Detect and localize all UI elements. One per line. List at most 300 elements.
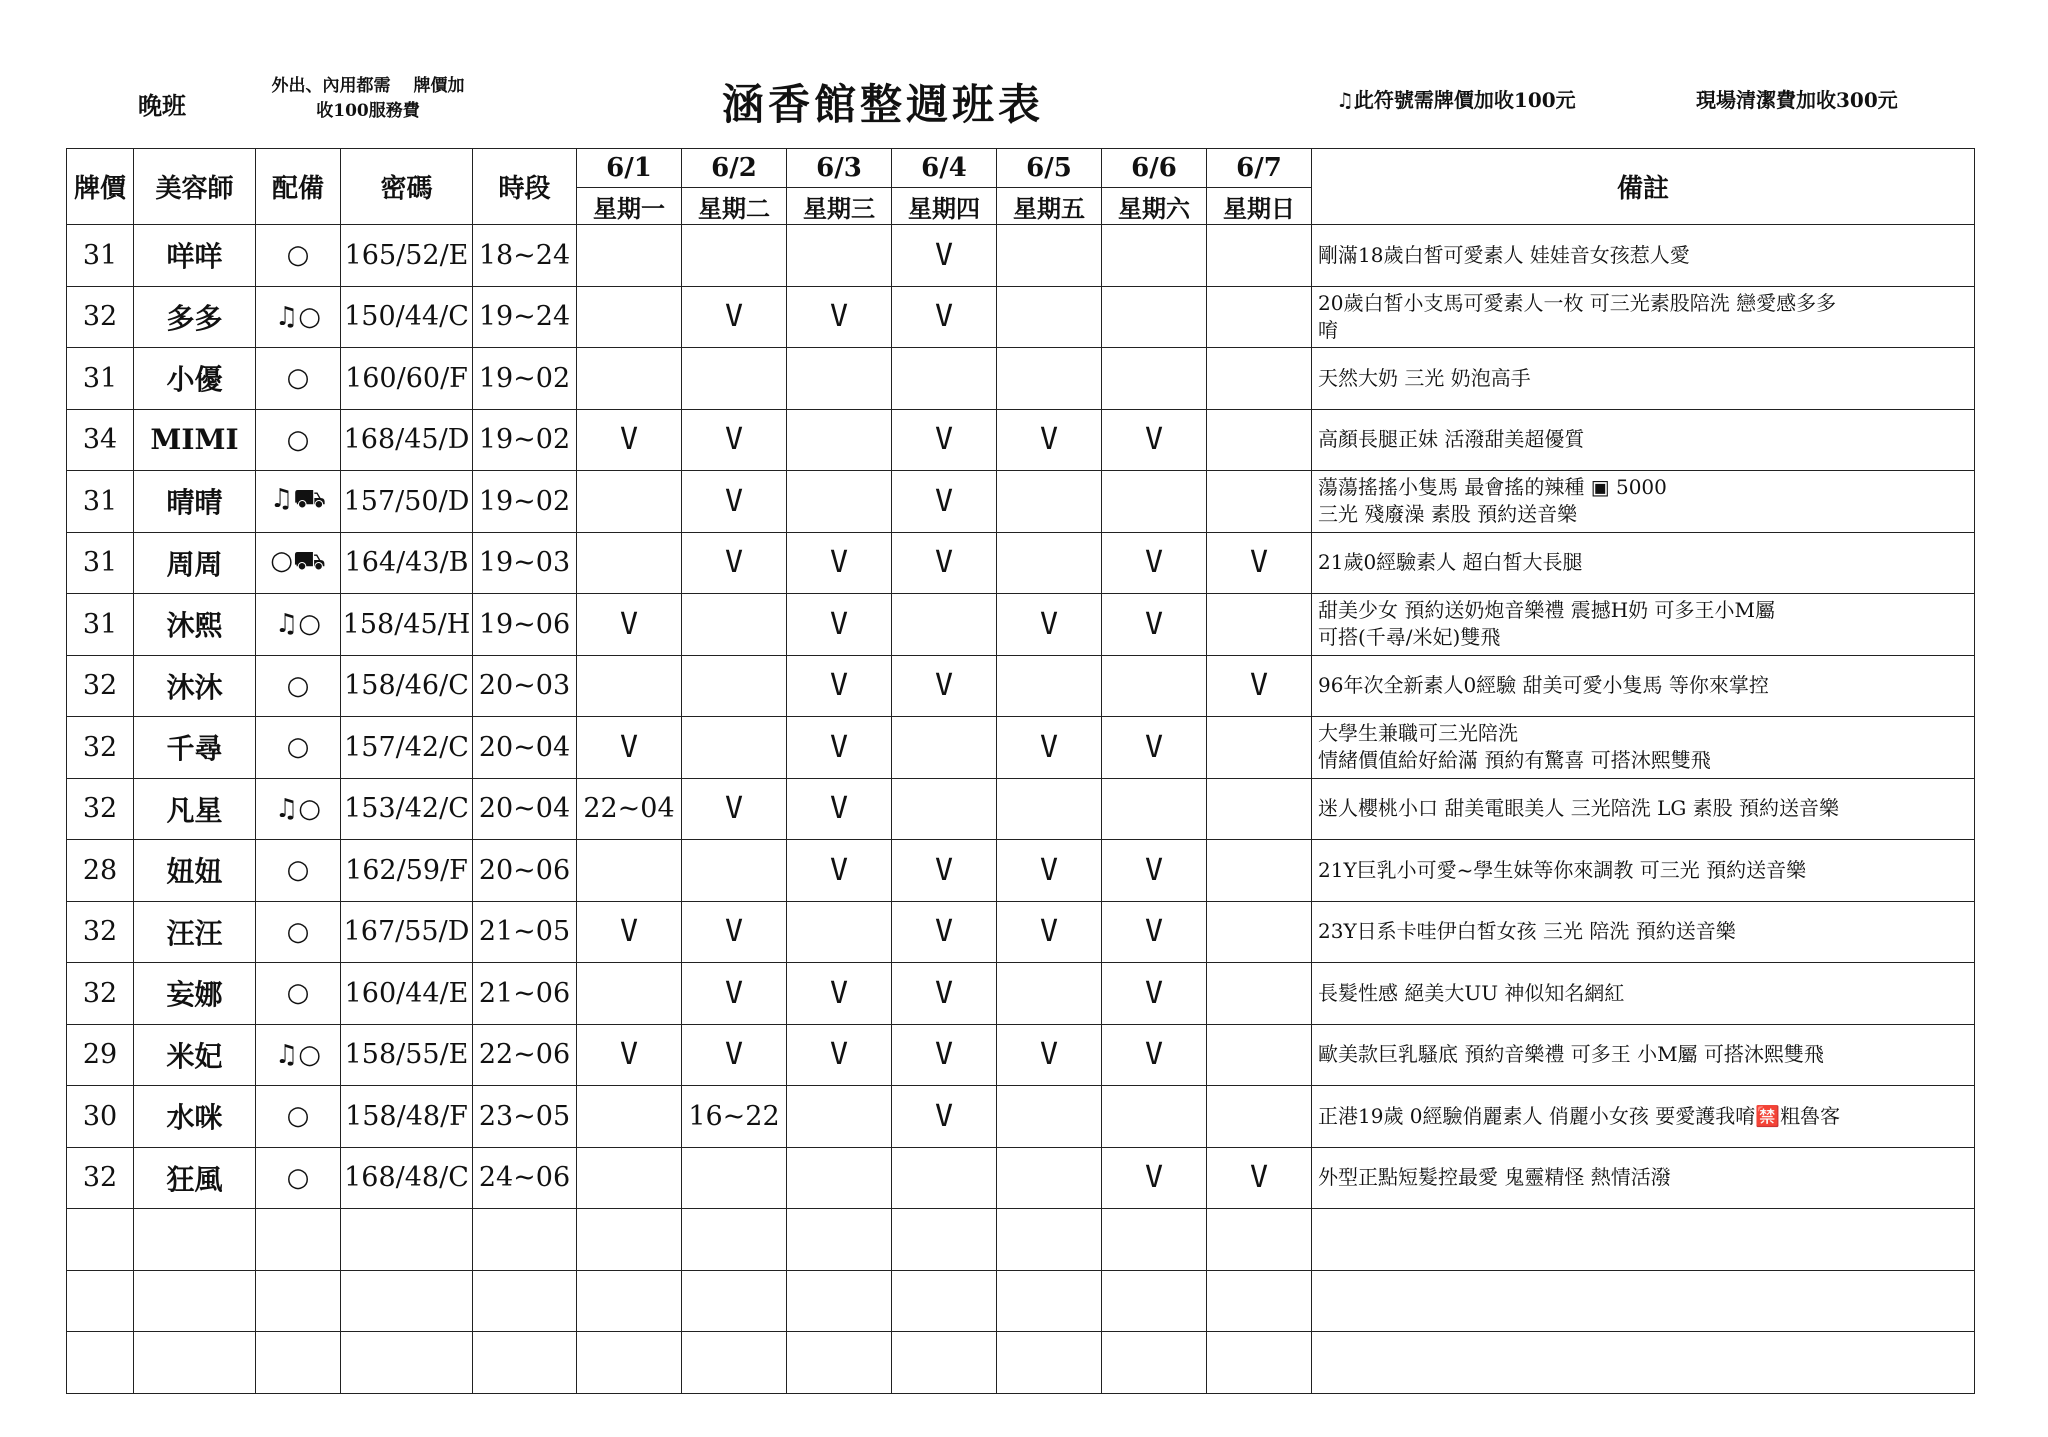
- day-cell: V: [1102, 409, 1207, 471]
- empty-cell: [67, 1270, 134, 1332]
- day-cell: [682, 594, 787, 656]
- empty-row: [67, 1332, 1975, 1394]
- col-header-date: 6/2: [682, 149, 787, 188]
- col-header-weekday: 星期二: [682, 188, 787, 225]
- empty-cell: [892, 1332, 997, 1394]
- empty-cell: [1207, 1332, 1312, 1394]
- day-cell: V: [1102, 717, 1207, 779]
- price-cell: 32: [67, 1147, 134, 1209]
- day-cell: [682, 1147, 787, 1209]
- day-cell: [892, 717, 997, 779]
- day-cell: [1207, 1086, 1312, 1148]
- table-row: [67, 655, 1975, 717]
- day-cell: V: [787, 840, 892, 902]
- day-cell: V: [997, 840, 1102, 902]
- day-cell: [577, 655, 682, 717]
- beautician-name: 妞妞: [134, 840, 256, 902]
- remarks-line: 情緒價值給好給滿 預約有驚喜 可搭沐熙雙飛: [1318, 748, 1711, 773]
- col-header-weekday: 星期日: [1207, 188, 1312, 225]
- equip-cell: ○: [256, 409, 341, 471]
- col-header-date: 6/3: [787, 149, 892, 188]
- day-cell: [787, 348, 892, 410]
- day-cell: [892, 594, 997, 656]
- beautician-name: 米妃: [134, 1024, 256, 1086]
- day-cell: [787, 225, 892, 287]
- empty-cell: [341, 1332, 473, 1394]
- equip-cell: ○⛟: [256, 532, 341, 594]
- day-cell: V: [1102, 901, 1207, 963]
- equip-cell: ○: [256, 963, 341, 1025]
- equip-cell: ○: [256, 225, 341, 287]
- col-header-remarks: 備註: [1312, 149, 1975, 225]
- col-header-weekday: 星期六: [1102, 188, 1207, 225]
- period-cell: 21~05: [473, 901, 577, 963]
- remarks-cell: [1312, 594, 1975, 656]
- day-cell: V: [682, 901, 787, 963]
- table-row: [67, 717, 1975, 779]
- day-cell: V: [1102, 594, 1207, 656]
- period-cell: 19~06: [473, 594, 577, 656]
- empty-cell: [1312, 1332, 1975, 1394]
- day-cell: [577, 348, 682, 410]
- day-cell: [1207, 348, 1312, 410]
- col-header-weekday: 星期一: [577, 188, 682, 225]
- col-header-date: 6/1: [577, 149, 682, 188]
- price-cell: 29: [67, 1024, 134, 1086]
- beautician-name: MIMI: [134, 409, 256, 471]
- empty-cell: [341, 1270, 473, 1332]
- beautician-name: 狂風: [134, 1147, 256, 1209]
- period-cell: 19~02: [473, 409, 577, 471]
- code-cell: 167/55/D: [341, 901, 473, 963]
- weekly-schedule-table: [66, 148, 1975, 1394]
- empty-cell: [787, 1270, 892, 1332]
- schedule-body: [67, 225, 1975, 1394]
- remarks-cell: [1312, 1024, 1975, 1086]
- day-cell: V: [1207, 532, 1312, 594]
- day-cell: V: [1102, 1024, 1207, 1086]
- day-cell: [997, 532, 1102, 594]
- remarks-cell: [1312, 225, 1975, 287]
- remarks-line: 21Y巨乳小可愛~學生妹等你來調教 可三光 預約送音樂: [1318, 857, 1807, 882]
- day-cell: [577, 471, 682, 533]
- col-header-code: 密碼: [341, 149, 473, 225]
- day-cell: V: [787, 532, 892, 594]
- col-header-date: 6/7: [1207, 149, 1312, 188]
- period-cell: 19~24: [473, 286, 577, 348]
- symbol-surcharge-note: ♫此符號需牌價加收100元: [1336, 88, 1576, 112]
- day-cell: V: [1102, 963, 1207, 1025]
- day-cell: [787, 1086, 892, 1148]
- day-cell: [577, 532, 682, 594]
- empty-cell: [473, 1332, 577, 1394]
- equip-cell: ○: [256, 1086, 341, 1148]
- day-cell: V: [787, 1024, 892, 1086]
- equip-cell: ♫○: [256, 778, 341, 840]
- table-row: [67, 348, 1975, 410]
- day-cell: V: [682, 286, 787, 348]
- day-cell: V: [1102, 532, 1207, 594]
- equip-cell: ♫○: [256, 1024, 341, 1086]
- col-header-equip: 配備: [256, 149, 341, 225]
- day-cell: V: [577, 717, 682, 779]
- code-cell: 157/50/D: [341, 471, 473, 533]
- remarks-line: 歐美款巨乳騷底 預約音樂禮 可多王 小M屬 可搭沐熙雙飛: [1318, 1042, 1824, 1067]
- day-cell: V: [997, 594, 1102, 656]
- day-cell: V: [682, 778, 787, 840]
- empty-cell: [577, 1332, 682, 1394]
- day-cell: V: [787, 778, 892, 840]
- empty-cell: [134, 1332, 256, 1394]
- day-cell: 16~22: [682, 1086, 787, 1148]
- period-cell: 23~05: [473, 1086, 577, 1148]
- day-cell: [787, 471, 892, 533]
- day-cell: [997, 286, 1102, 348]
- day-cell: V: [577, 1024, 682, 1086]
- day-cell: V: [892, 225, 997, 287]
- day-cell: V: [892, 840, 997, 902]
- price-cell: 31: [67, 532, 134, 594]
- day-cell: V: [892, 655, 997, 717]
- day-cell: [997, 1086, 1102, 1148]
- day-cell: [577, 225, 682, 287]
- day-cell: [577, 1086, 682, 1148]
- table-row: [67, 532, 1975, 594]
- price-cell: 32: [67, 286, 134, 348]
- remarks-cell: [1312, 286, 1975, 348]
- day-cell: [682, 840, 787, 902]
- price-cell: 34: [67, 409, 134, 471]
- day-cell: V: [892, 532, 997, 594]
- remarks-line: 外型正點短髮控最愛 鬼靈精怪 熱情活潑: [1318, 1165, 1671, 1190]
- price-cell: 32: [67, 778, 134, 840]
- remarks-cell: [1312, 348, 1975, 410]
- col-header-weekday: 星期四: [892, 188, 997, 225]
- equip-cell: ○: [256, 655, 341, 717]
- code-cell: 158/48/F: [341, 1086, 473, 1148]
- remarks-line: 剛滿18歲白皙可愛素人 娃娃音女孩惹人愛: [1318, 242, 1690, 267]
- empty-cell: [67, 1332, 134, 1394]
- day-cell: V: [892, 1086, 997, 1148]
- day-cell: V: [1207, 1147, 1312, 1209]
- day-cell: V: [892, 286, 997, 348]
- day-cell: V: [892, 901, 997, 963]
- day-cell: V: [892, 963, 997, 1025]
- remarks-line: 正港19歲 0經驗俏麗素人 俏麗小女孩 要愛護我唷🈲粗魯客: [1318, 1103, 1841, 1128]
- period-cell: 21~06: [473, 963, 577, 1025]
- day-cell: [1207, 225, 1312, 287]
- empty-row: [67, 1209, 1975, 1271]
- code-cell: 157/42/C: [341, 717, 473, 779]
- table-row: [67, 963, 1975, 1025]
- col-header-price: 牌價: [67, 149, 134, 225]
- code-cell: 150/44/C: [341, 286, 473, 348]
- day-cell: V: [997, 901, 1102, 963]
- period-cell: 19~02: [473, 348, 577, 410]
- day-cell: V: [997, 717, 1102, 779]
- day-cell: V: [682, 409, 787, 471]
- day-cell: [1102, 778, 1207, 840]
- remarks-line: 迷人櫻桃小口 甜美電眼美人 三光陪洗 LG 素股 預約送音樂: [1318, 796, 1840, 821]
- service-fee-note: 外出、內用都需 牌價加收100服務費: [271, 76, 465, 121]
- table-row: [67, 901, 1975, 963]
- period-cell: 20~04: [473, 717, 577, 779]
- code-cell: 158/46/C: [341, 655, 473, 717]
- remarks-line: 96年次全新素人0經驗 甜美可愛小隻馬 等你來掌控: [1318, 673, 1769, 698]
- day-cell: [787, 409, 892, 471]
- col-header-date: 6/5: [997, 149, 1102, 188]
- remarks-cell: [1312, 840, 1975, 902]
- empty-cell: [473, 1270, 577, 1332]
- remarks-cell: [1312, 778, 1975, 840]
- code-cell: 160/60/F: [341, 348, 473, 410]
- remarks-cell: [1312, 963, 1975, 1025]
- table-row: [67, 471, 1975, 533]
- day-cell: [787, 1147, 892, 1209]
- shift-label: 晚班: [138, 91, 186, 120]
- table-row: [67, 1024, 1975, 1086]
- day-cell: V: [787, 594, 892, 656]
- price-cell: 31: [67, 348, 134, 410]
- period-cell: 20~06: [473, 840, 577, 902]
- beautician-name: 水咪: [134, 1086, 256, 1148]
- empty-cell: [577, 1209, 682, 1271]
- table-row: [67, 225, 1975, 287]
- day-cell: [1207, 840, 1312, 902]
- beautician-name: 妄娜: [134, 963, 256, 1025]
- remarks-line: 20歲白皙小支馬可愛素人一枚 可三光素股陪洗 戀愛感多多: [1318, 290, 1837, 315]
- empty-cell: [892, 1209, 997, 1271]
- empty-cell: [67, 1209, 134, 1271]
- day-cell: [1207, 471, 1312, 533]
- code-cell: 158/55/E: [341, 1024, 473, 1086]
- col-header-date: 6/6: [1102, 149, 1207, 188]
- equip-cell: ○: [256, 717, 341, 779]
- price-cell: 32: [67, 655, 134, 717]
- empty-cell: [997, 1270, 1102, 1332]
- day-cell: V: [787, 963, 892, 1025]
- day-cell: V: [997, 1024, 1102, 1086]
- empty-cell: [134, 1209, 256, 1271]
- empty-cell: [997, 1209, 1102, 1271]
- remarks-line: 長髮性感 絕美大UU 神似知名網紅: [1318, 980, 1625, 1005]
- period-cell: 20~04: [473, 778, 577, 840]
- day-cell: V: [892, 1024, 997, 1086]
- day-cell: V: [1207, 655, 1312, 717]
- cleaning-fee-note: 現場清潔費加收300元: [1696, 88, 1898, 112]
- day-cell: [577, 286, 682, 348]
- beautician-name: 多多: [134, 286, 256, 348]
- remarks-cell: [1312, 409, 1975, 471]
- day-cell: [1102, 286, 1207, 348]
- empty-cell: [1207, 1209, 1312, 1271]
- remarks-line: 大學生兼職可三光陪洗: [1318, 721, 1518, 746]
- equip-cell: ♫○: [256, 286, 341, 348]
- beautician-name: 凡星: [134, 778, 256, 840]
- price-cell: 30: [67, 1086, 134, 1148]
- remarks-cell: [1312, 901, 1975, 963]
- equip-cell: ○: [256, 840, 341, 902]
- equip-cell: ○: [256, 348, 341, 410]
- price-cell: 28: [67, 840, 134, 902]
- empty-cell: [892, 1270, 997, 1332]
- empty-cell: [1312, 1270, 1975, 1332]
- beautician-name: 咩咩: [134, 225, 256, 287]
- table-row: [67, 286, 1975, 348]
- empty-cell: [577, 1270, 682, 1332]
- price-cell: 32: [67, 717, 134, 779]
- day-cell: [997, 963, 1102, 1025]
- empty-cell: [256, 1270, 341, 1332]
- empty-cell: [682, 1270, 787, 1332]
- empty-cell: [787, 1332, 892, 1394]
- beautician-name: 周周: [134, 532, 256, 594]
- remarks-line: 蕩蕩搖搖小隻馬 最會搖的辣種 ▣ 5000: [1318, 475, 1667, 500]
- remarks-cell: [1312, 1086, 1975, 1148]
- day-cell: V: [787, 286, 892, 348]
- col-header-beautician: 美容師: [134, 149, 256, 225]
- remarks-cell: [1312, 532, 1975, 594]
- day-cell: V: [577, 594, 682, 656]
- day-cell: [997, 471, 1102, 533]
- remarks-line: 高顏長腿正妹 活潑甜美超優質: [1318, 427, 1585, 452]
- empty-row: [67, 1270, 1975, 1332]
- beautician-name: 汪汪: [134, 901, 256, 963]
- empty-cell: [1207, 1270, 1312, 1332]
- beautician-name: 小優: [134, 348, 256, 410]
- day-cell: [1207, 409, 1312, 471]
- day-cell: V: [577, 901, 682, 963]
- day-cell: V: [787, 655, 892, 717]
- code-cell: 168/48/C: [341, 1147, 473, 1209]
- day-cell: [1102, 348, 1207, 410]
- remarks-line: 21歲0經驗素人 超白皙大長腿: [1318, 550, 1583, 575]
- day-cell: [892, 1147, 997, 1209]
- day-cell: [682, 225, 787, 287]
- col-header-date: 6/4: [892, 149, 997, 188]
- day-cell: [997, 655, 1102, 717]
- remarks-line: 23Y日系卡哇伊白皙女孩 三光 陪洗 預約送音樂: [1318, 919, 1736, 944]
- empty-cell: [787, 1209, 892, 1271]
- day-cell: [682, 348, 787, 410]
- code-cell: 162/59/F: [341, 840, 473, 902]
- table-row: [67, 594, 1975, 656]
- day-cell: V: [1102, 1147, 1207, 1209]
- day-cell: V: [1102, 840, 1207, 902]
- table-row: [67, 1147, 1975, 1209]
- remarks-line: 天然大奶 三光 奶泡高手: [1318, 365, 1531, 390]
- day-cell: [577, 840, 682, 902]
- empty-cell: [256, 1209, 341, 1271]
- day-cell: [1102, 655, 1207, 717]
- price-cell: 31: [67, 471, 134, 533]
- code-cell: 153/42/C: [341, 778, 473, 840]
- price-cell: 32: [67, 901, 134, 963]
- empty-cell: [682, 1209, 787, 1271]
- day-cell: [997, 348, 1102, 410]
- day-cell: [577, 1147, 682, 1209]
- day-cell: V: [682, 471, 787, 533]
- table-row: [67, 1086, 1975, 1148]
- day-cell: V: [892, 471, 997, 533]
- table-row: [67, 840, 1975, 902]
- day-cell: [997, 778, 1102, 840]
- remarks-line: 三光 殘廢澡 素股 預約送音樂: [1318, 502, 1578, 527]
- price-cell: 31: [67, 225, 134, 287]
- day-cell: [577, 963, 682, 1025]
- day-cell: [997, 225, 1102, 287]
- day-cell: [1207, 1024, 1312, 1086]
- day-cell: [1207, 901, 1312, 963]
- remarks-cell: [1312, 471, 1975, 533]
- empty-cell: [256, 1332, 341, 1394]
- day-cell: [1102, 1086, 1207, 1148]
- day-cell: [682, 655, 787, 717]
- empty-cell: [682, 1332, 787, 1394]
- remarks-cell: [1312, 717, 1975, 779]
- col-header-weekday: 星期三: [787, 188, 892, 225]
- day-cell: [1207, 286, 1312, 348]
- equip-cell: ○: [256, 1147, 341, 1209]
- code-cell: 158/45/H: [341, 594, 473, 656]
- period-cell: 18~24: [473, 225, 577, 287]
- day-cell: V: [682, 532, 787, 594]
- table-row: [67, 409, 1975, 471]
- empty-cell: [1102, 1270, 1207, 1332]
- period-cell: 19~03: [473, 532, 577, 594]
- day-cell: [682, 717, 787, 779]
- period-cell: 20~03: [473, 655, 577, 717]
- code-cell: 168/45/D: [341, 409, 473, 471]
- price-cell: 32: [67, 963, 134, 1025]
- empty-cell: [1102, 1209, 1207, 1271]
- empty-cell: [1102, 1332, 1207, 1394]
- day-cell: 22~04: [577, 778, 682, 840]
- table-row: [67, 778, 1975, 840]
- day-cell: [787, 901, 892, 963]
- code-cell: 164/43/B: [341, 532, 473, 594]
- day-cell: [1102, 471, 1207, 533]
- equip-cell: ♫⛟: [256, 471, 341, 533]
- remarks-line: 甜美少女 預約送奶炮音樂禮 震撼H奶 可多王小M屬: [1318, 598, 1775, 623]
- beautician-name: 沐沐: [134, 655, 256, 717]
- day-cell: V: [892, 409, 997, 471]
- beautician-name: 千尋: [134, 717, 256, 779]
- day-cell: [1207, 963, 1312, 1025]
- col-header-weekday: 星期五: [997, 188, 1102, 225]
- day-cell: [1207, 717, 1312, 779]
- empty-cell: [997, 1332, 1102, 1394]
- day-cell: [1207, 594, 1312, 656]
- day-cell: V: [577, 409, 682, 471]
- day-cell: V: [682, 1024, 787, 1086]
- beautician-name: 沐熙: [134, 594, 256, 656]
- period-cell: 22~06: [473, 1024, 577, 1086]
- day-cell: V: [787, 717, 892, 779]
- price-cell: 31: [67, 594, 134, 656]
- beautician-name: 晴晴: [134, 471, 256, 533]
- remarks-cell: [1312, 1147, 1975, 1209]
- day-cell: [892, 778, 997, 840]
- equip-cell: ○: [256, 901, 341, 963]
- remarks-line: 可搭(千尋/米妃)雙飛: [1318, 625, 1501, 650]
- empty-cell: [473, 1209, 577, 1271]
- empty-cell: [134, 1270, 256, 1332]
- day-cell: [892, 348, 997, 410]
- code-cell: 160/44/E: [341, 963, 473, 1025]
- empty-cell: [341, 1209, 473, 1271]
- remarks-line: 唷: [1318, 317, 1338, 342]
